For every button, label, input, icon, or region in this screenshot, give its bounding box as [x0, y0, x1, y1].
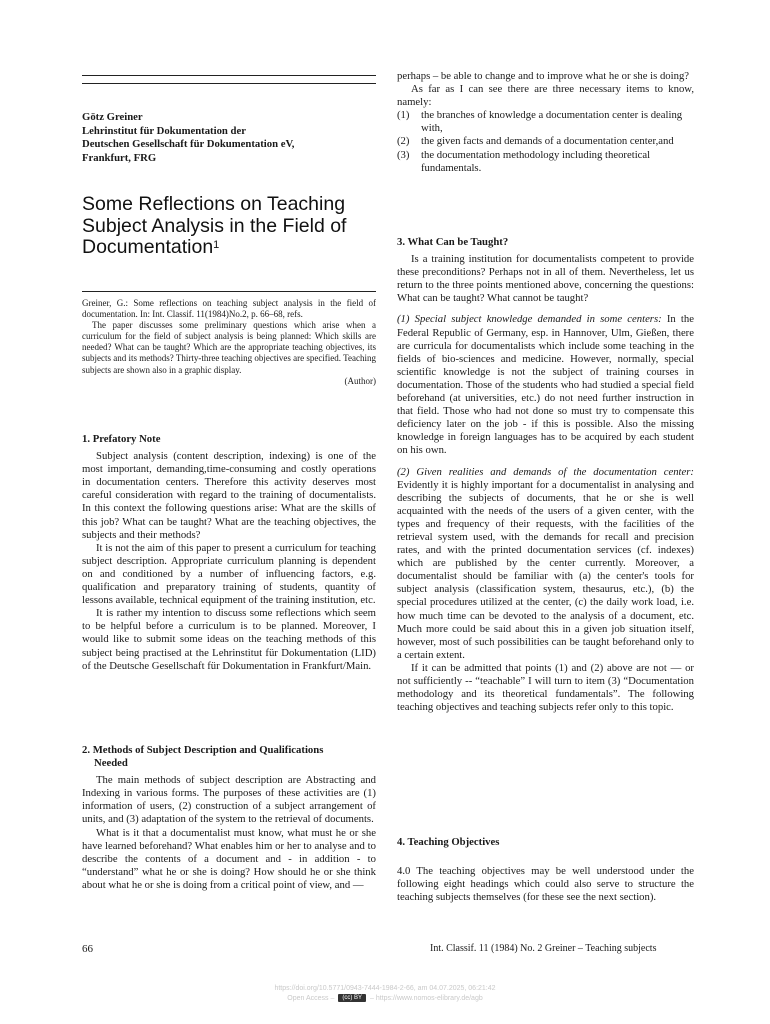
list-item-2: (2) the given facts and demands of a documentation center,and [397, 135, 674, 148]
running-head: Int. Classif. 11 (1984) No. 2 Greiner – Teaching subjects [430, 943, 657, 954]
doi-watermark-line-2: Open Access – (cc) BY – https://www.nomos-elibrary.de/agb [287, 994, 483, 1002]
section-1-heading: 1. Prefatory Note [82, 433, 161, 445]
section-3-intro: Is a training institution for documentalists competent to provide these preconditions? Perhaps not in all of them. Nevertheless, let us return to the three points mentioned above, concerning the questions: What can be taught? What cannot be taught? [397, 253, 694, 305]
author-block [82, 111, 376, 165]
abstract-block [82, 298, 376, 387]
section-3-closing: If it can be admitted that points (1) and (2) above are not — or not sufficiently -- “teachable” I will turn to item (3) “Documentation methodology and its theoretical fundamentals”. The following teaching objectives and teaching subjects refer only to this topic. [397, 661, 694, 714]
section-2-heading: 2. Methods of Subject Description and Qualifications Needed [82, 744, 324, 770]
author-name: Götz Greiner [82, 111, 143, 123]
section-2-paragraph-2: What is it that a documentalist must know, what must he or she have learned beforehand? What enables him or her to analyse and to describe the contents of a document and - in addition - to “understand” what he or she is doing? How should he or she think about what he or she is doing from a critical point of view, and — [82, 826, 376, 891]
title-line-3: Documentation$^1$ [82, 236, 220, 258]
section-2 [82, 744, 376, 892]
list-item-3: (3) the documentation methodology including theoretical fundamentals. [397, 148, 651, 174]
footnote-marker: 1 [213, 239, 220, 251]
abstract-text: The paper discusses some preliminary questions which arise when a curriculum for the field of subject analysis is being planned: Which skills are needed? What can be taught? Which are the appropriate teaching objectives, its subjects and its methods? Thirty-three teaching objectives are specified. Teaching subjects are shown also in a graphic display. [82, 320, 376, 375]
section-4 [397, 836, 694, 904]
section-1-paragraph-3: It is rather my intention to discuss some reflections which seem to be helpful before a curriculum is to be planned. Moreover, I would like to submit some ideas on the teaching methods of this subject being practised at the Lehrinstitut für Dokumentation (LID) of the Deutsche Gesellschaft für Dokumentation in Frankfurt/Main. [82, 607, 376, 672]
affiliation-line-3: Frankfurt, FRG [82, 151, 157, 164]
section-3-sub-1: (1) Special subject knowledge demanded in some centers: In the Federal Republic of Germany, esp. in Hannover, Ulm, Gießen, there are curricula for documentalists which include some teaching in the fields of bio-sciences and medicine. However, normally, special scientific knowledge is not the subject of training courses in documentation. Those of the students who had studied a special field beforehand (at universities, etc.) do not need further instruction in that field. Those who had not done so must try to compensate this deficiency later on the job - if this is possible. Also the missing knowledge in foreign languages has to be acquired by each student on his own. [397, 313, 694, 457]
section-3-heading: 3. What Can be Taught? [397, 236, 509, 248]
intro-paragraph: As far as I can see there are three necessary items to know, namely: [397, 83, 694, 109]
list-item-1: (1) the branches of knowledge a documentation center is dealing with, [397, 109, 683, 135]
affiliation-line-1: Lehrinstitut für Dokumentation der [82, 124, 246, 137]
section-1 [82, 433, 376, 673]
abstract-citation: Greiner, G.: Some reflections on teaching subject analysis in the field of documentation. In: Int. Classif. 11(1984)No.2, p. 66–68, refs. [82, 298, 376, 320]
affiliation-line-2: Deutschen Gesellschaft für Dokumentation eV, [82, 138, 295, 151]
intro-continuation: perhaps – be able to change and to improve what he or she is doing? [397, 70, 690, 82]
right-column-intro [397, 70, 694, 175]
section-2-paragraph-1: The main methods of subject description are Abstracting and Indexing in various forms. The purposes of these activities are (1) information of users, (2) construction of a subject arrangement of units, and (3) adaptation of the system to the retrieval of documents. [82, 774, 376, 826]
section-3 [397, 236, 694, 714]
title-line-2: Subject Analysis in the Field of [82, 214, 347, 237]
doi-watermark-line-1: https://doi.org/10.5771/0943-7444-1984-2-66, am 04.07.2025, 06:21:42 [274, 985, 496, 992]
page-number: 66 [82, 943, 93, 955]
section-3-sub-2: (2) Given realities and demands of the documentation center: Evidently it is highly important for a documentalist in analysing and describing the subjects of documents, that he or she is well acquainted with the needs of the users of a given center, with the types and frequency of their requests, with the facilities of the retrieval system used, with the demands for recall and precision rates, and with the printed documentation services (cf. indexes) which are published by the center currently. Moreover, a documentalist should be familiar with (a) the center's tools for subject analysis (classification system, thesaurus, etc.), (b) the special procedures utilized at the center, (c) the daily work load, i.e. how much time can be devoted to the analysis of a document, etc. Much more could be said about this in a given job situation itself, however, most of such possibilities can be taught beforehand only to a certain extent. [397, 465, 694, 661]
title-line-1: Some Reflections on Teaching [82, 193, 346, 215]
section-4-heading: 4. Teaching Objectives [397, 836, 500, 848]
section-1-paragraph-1: Subject analysis (content description, indexing) is one of the most important, demanding,time-consuming and costly operations in documentation centers. Therefore this activity deserves most careful consideration with regard to the training of documentalists. In this context the following questions arise: What are the skills of this job? What can be taught? What are the teaching objectives, the subjects and their methods? [82, 450, 376, 541]
abstract-rule [82, 291, 376, 292]
section-4-text: 4.0 The teaching objectives may be well understood under the following eight headings which could also serve to structure the teaching subjects themselves (for these see the next section). [397, 865, 694, 904]
section-1-paragraph-2: It is not the aim of this paper to present a curriculum for teaching subject description. Appropriate curriculum planning is dependent on and conditioned by a number of influencing factors, e.g. qualification and preparatory training of students, quantity of lessons available, technical equipment of the training institution, etc. [82, 541, 376, 607]
abstract-author-tag: (Author) [344, 375, 376, 386]
top-rule-1 [82, 75, 376, 76]
cc-by-badge: (cc) BY [338, 994, 366, 1002]
paper-title [82, 194, 382, 259]
top-rule-2 [82, 83, 376, 84]
